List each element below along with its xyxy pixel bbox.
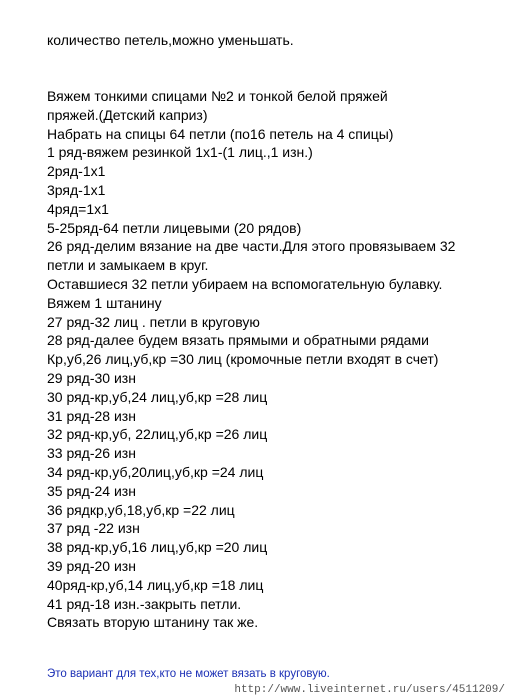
instruction-line: 33 ряд-26 изн: [47, 445, 136, 462]
instruction-line: Набрать на спицы 64 петли (по16 петель на 4 спицы): [47, 125, 394, 142]
instruction-line: 3ряд-1х1: [47, 181, 106, 198]
instruction-line: пряжей.(Детский каприз): [47, 106, 208, 123]
instruction-line: 34 ряд-кр,уб,20лиц,уб,кр =24 лиц: [47, 463, 264, 480]
instruction-line: 4ряд=1х1: [47, 200, 109, 217]
instruction-line: 39 ряд-20 изн: [47, 557, 136, 574]
source-url-watermark: http://www.liveinternet.ru/users/4511209/: [234, 684, 505, 696]
instruction-line: 30 ряд-кр,уб,24 лиц,уб,кр =28 лиц: [47, 388, 268, 405]
instruction-line: Оставшиеся 32 петли убираем на вспомогательную булавку.: [47, 275, 443, 292]
instruction-line: 40ряд-кр,уб,14 лиц,уб,кр =18 лиц: [47, 576, 264, 593]
instruction-line: Вяжем 1 штанину: [47, 294, 162, 311]
instruction-line: 27 ряд-32 лиц . петли в круговую: [47, 313, 260, 330]
instruction-line: 36 рядкр,уб,18,уб,кр =22 лиц: [47, 501, 235, 518]
instruction-line: 41 ряд-18 изн.-закрыть петли.: [47, 595, 242, 612]
instruction-line: 37 ряд -22 изн: [47, 520, 140, 537]
instruction-line: 1 ряд-вяжем резинкой 1х1-(1 лиц.,1 изн.): [47, 144, 313, 161]
intro-line: количество петель,можно уменьшать.: [47, 32, 294, 48]
instruction-line: 29 ряд-30 изн: [47, 369, 136, 386]
instruction-line: 5-25ряд-64 петли лицевыми (20 рядов): [47, 219, 302, 236]
instruction-line: Кр,уб,26 лиц,уб,кр =30 лиц (кромочные петли входят в счет): [47, 351, 439, 368]
footnote: Это вариант для тех,кто не может вязать в круговую.: [47, 668, 330, 680]
instruction-line: 38 ряд-кр,уб,16 лиц,уб,кр =20 лиц: [47, 539, 268, 556]
instructions-text: [47, 87, 502, 632]
instruction-line: Вяжем тонкими спицами №2 и тонкой белой пряжей: [47, 88, 388, 104]
instruction-line: 32 ряд-кр,уб, 22лиц,уб,кр =26 лиц: [47, 426, 268, 443]
instruction-line: 31 ряд-28 изн: [47, 407, 136, 424]
instruction-line: Связать вторую штанину так же.: [47, 614, 259, 631]
instruction-line: петли и замыкаем в круг.: [47, 257, 209, 274]
instruction-line: 35 ряд-24 изн: [47, 482, 136, 499]
instruction-line: 28 ряд-далее будем вязать прямыми и обратными рядами: [47, 332, 429, 349]
instruction-line: 2ряд-1х1: [47, 163, 106, 180]
instruction-line: 26 ряд-делим вязание на две части.Для этого провязываем 32: [47, 238, 456, 255]
